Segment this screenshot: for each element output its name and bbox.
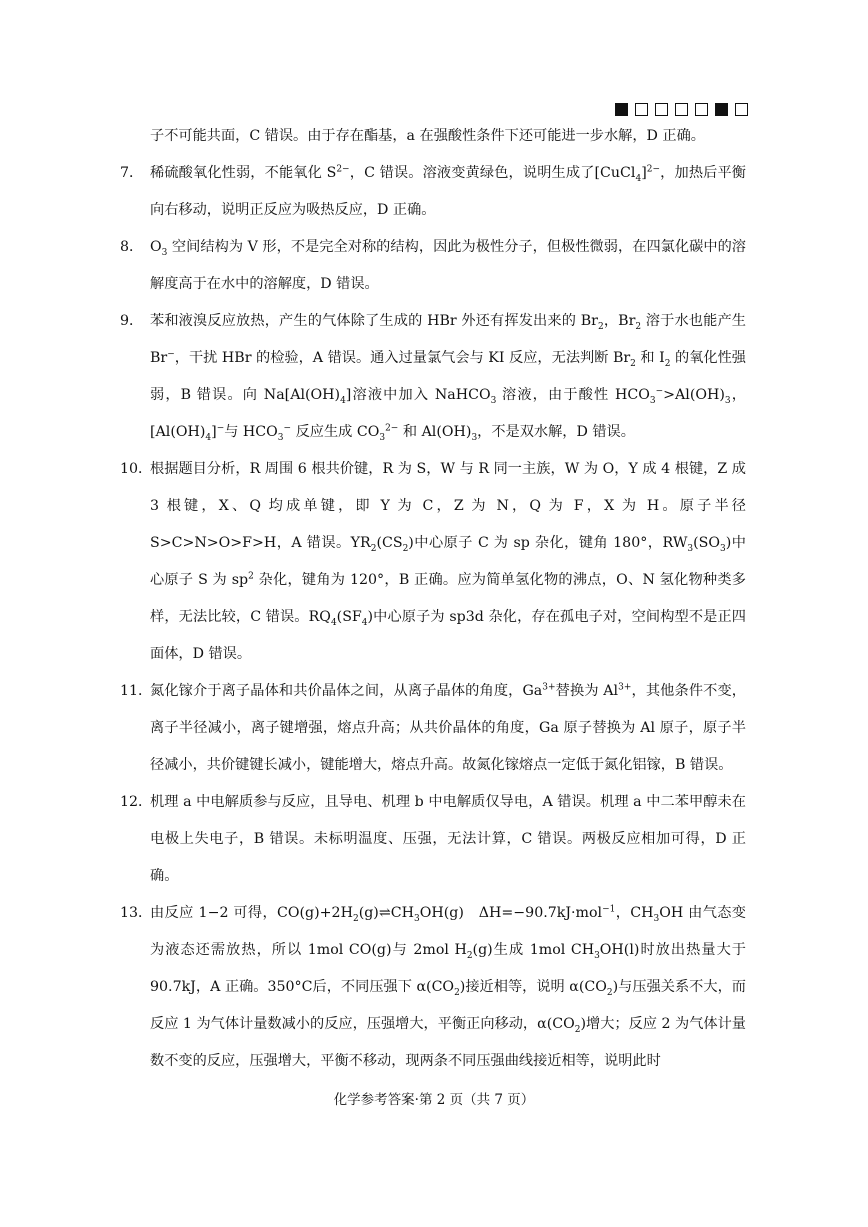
answer-text: 机理 a 中电解质参与反应，且导电、机理 b 中电解质仅导电，A 错误。机理 a 中二苯甲醇未在电极上失电子，B 错误。未标明温度、压强，无法计算，C 错误。两极反应相加可得，D 正确。 bbox=[150, 794, 746, 884]
answer-content bbox=[120, 118, 746, 1080]
page-mark-filled bbox=[715, 103, 728, 116]
answer-item bbox=[120, 673, 746, 784]
answer-text: 稀硫酸氧化性弱，不能氧化 $S^{2-}$，C 错误。溶液变黄绿色，说明生成了[CuCl$_4$]$^{2-}$，加热后平衡向右移动，说明正反应为吸热反应，D 正确。 bbox=[150, 164, 746, 218]
answer-item bbox=[120, 155, 746, 229]
answer-number: 10． bbox=[120, 461, 153, 477]
answer-number: 12． bbox=[120, 794, 153, 810]
answer-text: 氮化镓介于离子晶体和共价晶体之间，从离子晶体的角度，$Ga^{3+}$替换为 $Al^{3+}$，其他条件不变，离子半径减小，离子键增强，熔点升高；从共价晶体的角度，Ga 原子替换为 Al 原子，原子半径减小，共价键键长减小，键能增大，熔点升高。故氮化镓熔点一定低于氮化铝镓，B 错误。 bbox=[150, 682, 746, 773]
page-mark-empty bbox=[695, 103, 708, 116]
page-progress-marks bbox=[615, 103, 748, 116]
answer-number: 7． bbox=[120, 165, 144, 181]
answer-item bbox=[120, 303, 746, 451]
answer-number: 9． bbox=[120, 313, 144, 329]
answer-item bbox=[120, 451, 746, 673]
page-mark-empty bbox=[735, 103, 748, 116]
answer-number: 11． bbox=[120, 683, 153, 699]
answer-text: $O_3$ 空间结构为 V 形，不是完全对称的结构，因此为极性分子，但极性微弱，在四氯化碳中的溶解度高于在水中的溶解度，D 错误。 bbox=[150, 239, 746, 292]
answer-number: 8． bbox=[120, 239, 144, 255]
answer-number: 13． bbox=[120, 905, 153, 921]
page-mark-empty bbox=[635, 103, 648, 116]
answer-item bbox=[120, 784, 746, 895]
answer-item bbox=[120, 895, 746, 1080]
page-footer: 化学参考答案·第 2 页（共 7 页） bbox=[333, 1092, 535, 1108]
answer-text: 苯和液溴反应放热，产生的气体除了生成的 HBr 外还有挥发出来的 $Br_2$，$Br_2$ 溶于水也能产生 Br−，干扰 HBr 的检验，A 错误。通入过量氯气会与 KI 反应，无法判断 $Br_2$ 和 $I_2$ 的氧化性强弱，B 错误。向 $Na[Al(OH)_4]$溶液中加入 NaHCO$_3$ 溶液，由于酸性 $HCO_3^->Al(OH)_3$，$[Al(OH)_4]^-$与 $HCO_3^-$ 反应生成 $CO_3^{2-}$ 和 $Al(OH)_3$，不是双水解，D 错误。 bbox=[150, 313, 746, 443]
page-mark-empty bbox=[655, 103, 668, 116]
answer-text: 根据题目分析，R 周围 6 根共价键，R 为 S，W 与 R 同一主族，W 为 O，Y 成 4 根键，Z 成 3 根键，X、Q 均成单键，即 Y 为 C，Z 为 N，Q 为 F，X 为 H。原子半径 S>C>N>O>F>H，A 错误。$YR_2(CS_2)$中心原子 C 为 sp 杂化，键角 180°，$RW_3(SO_3)$中心原子 S 为 $sp^2$ 杂化，键角为 120°，B 正确。应为简单氢化物的沸点，O、N 氢化物种类多样，无法比较，C 错误。$RQ_4(SF_4)$中心原子为 sp3d 杂化，存在孤电子对，空间构型不是正四面体，D 错误。 bbox=[150, 461, 746, 662]
answer-text: 子不可能共面，C 错误。由于存在酯基，a 在强酸性条件下还可能进一步水解，D 正确。 bbox=[150, 128, 705, 144]
answer-item bbox=[120, 229, 746, 303]
answer-continuation bbox=[120, 118, 746, 155]
page-mark-filled bbox=[615, 103, 628, 116]
page-mark-empty bbox=[675, 103, 688, 116]
answer-text: 由反应 1−2 可得，$CO(g)+2H_2(g)\rightleftharpoons CH_3OH(g)$ ΔH=−90.7kJ·mol$^{-1}$，$CH_3OH$ 由气态变为液态还需放热，所以 1mol CO(g)与 2mol $H_2(g)$生成 1mol $CH_3OH(l)$时放出热量大于 90.7kJ，A 正确。350°C后，不同压强下 $\alpha(CO_2)$接近相等，说明 $\alpha(CO_2)$与压强关系不大，而反应 1 为气体计量数减小的反应，压强增大，平衡正向移动，$\alpha(CO_2)$增大；反应 2 为气体计量数不变的反应，压强增大，平衡不移动，现两条不同压强曲线接近相等，说明此时 bbox=[150, 904, 746, 1069]
